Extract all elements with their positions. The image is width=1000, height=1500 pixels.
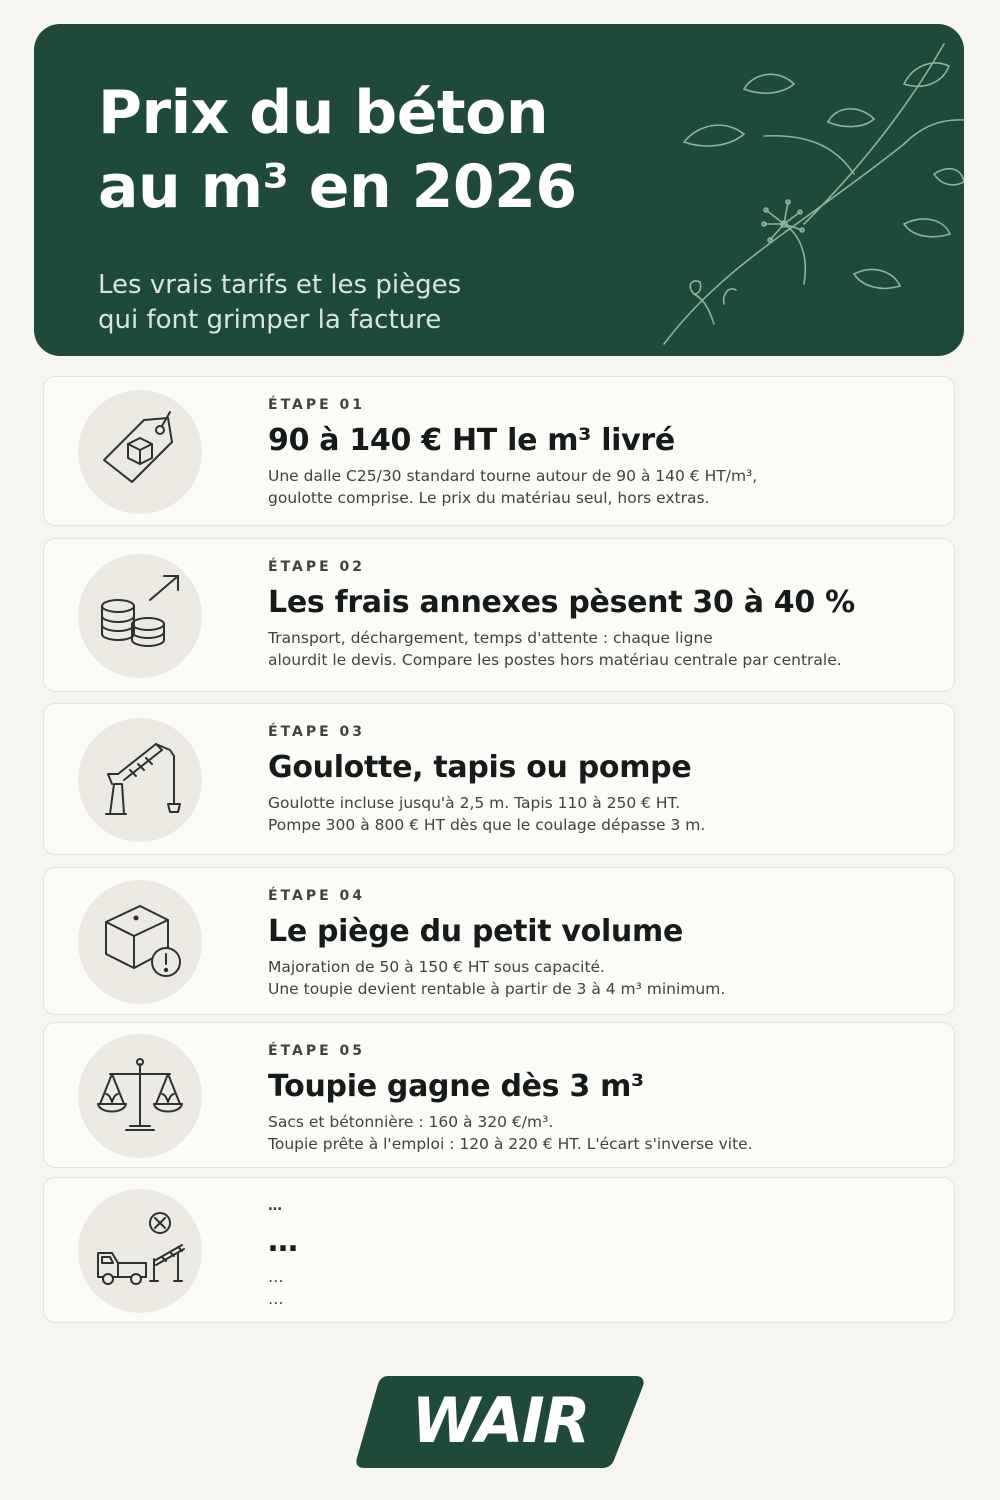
step-icon-circle xyxy=(78,554,202,678)
wair-logo xyxy=(356,1372,644,1470)
step-title: Les frais annexes pèsent 30 à 40 % xyxy=(268,585,855,620)
step-description-line-2: Toupie prête à l'emploi : 120 à 220 € HT. L'écart s'inverse vite. xyxy=(268,1135,753,1153)
step-description xyxy=(268,956,934,1000)
step-description-line-1: Sacs et bétonnière : 160 à 320 €/m³. xyxy=(268,1113,554,1131)
step-label: ÉTAPE 04 xyxy=(268,888,366,904)
step-title: Goulotte, tapis ou pompe xyxy=(268,750,692,785)
step-description xyxy=(268,1111,934,1155)
truck-barrier-icon xyxy=(90,1201,190,1301)
balance-scale-icon xyxy=(90,1046,190,1146)
step-description-line-2: goulotte comprise. Le prix du matériau seul, hors extras. xyxy=(268,489,710,507)
cube-warning-icon xyxy=(90,892,190,992)
step-icon-circle xyxy=(78,1034,202,1158)
step-text xyxy=(268,559,934,671)
step-title: Le piège du petit volume xyxy=(268,914,683,949)
step-description xyxy=(268,465,934,509)
title-line-1: Prix du béton xyxy=(98,78,549,148)
step-text xyxy=(268,724,934,836)
step-label: … xyxy=(268,1198,285,1214)
step-description-line-2: Pompe 300 à 800 € HT dès que le coulage dépasse 3 m. xyxy=(268,816,706,834)
step-label: ÉTAPE 01 xyxy=(268,397,366,413)
step-description-line-2: Une toupie devient rentable à partir de 3 à 4 m³ minimum. xyxy=(268,980,726,998)
step-description-line-1: Majoration de 50 à 150 € HT sous capacité. xyxy=(268,958,605,976)
step-card-01 xyxy=(43,376,955,526)
step-description xyxy=(268,627,934,671)
coins-arrow-up-icon xyxy=(90,566,190,666)
step-text xyxy=(268,1198,934,1310)
step-icon-circle xyxy=(78,390,202,514)
step-card-04 xyxy=(43,867,955,1015)
step-card-03 xyxy=(43,703,955,855)
step-label: ÉTAPE 05 xyxy=(268,1043,366,1059)
step-label: ÉTAPE 03 xyxy=(268,724,366,740)
subtitle-line-1: Les vrais tarifs et les pièges xyxy=(98,270,462,300)
subtitle-line-2: qui font grimper la facture xyxy=(98,305,442,335)
step-description xyxy=(268,1266,934,1310)
page-title xyxy=(98,76,658,224)
step-icon-circle xyxy=(78,880,202,1004)
step-description-line-1: Une dalle C25/30 standard tourne autour de 90 à 140 € HT/m³, xyxy=(268,467,758,485)
logo-text: WAIR xyxy=(411,1384,589,1457)
crane-pump-icon xyxy=(90,730,190,830)
step-icon-circle xyxy=(78,1189,202,1313)
header-banner xyxy=(34,24,964,356)
step-card-06 xyxy=(43,1177,955,1323)
step-description-line-1: … xyxy=(268,1268,284,1286)
step-description-line-2: alourdit le devis. Compare les postes hors matériau centrale par centrale. xyxy=(268,651,842,669)
step-description-line-2: … xyxy=(268,1290,284,1308)
step-title: … xyxy=(268,1224,298,1259)
page-subtitle xyxy=(98,268,618,338)
step-text xyxy=(268,888,934,1000)
step-card-05 xyxy=(43,1022,955,1168)
step-text xyxy=(268,397,934,509)
step-description-line-1: Goulotte incluse jusqu'à 2,5 m. Tapis 110 à 250 € HT. xyxy=(268,794,681,812)
step-icon-circle xyxy=(78,718,202,842)
step-label: ÉTAPE 02 xyxy=(268,559,366,575)
step-text xyxy=(268,1043,934,1155)
step-title: Toupie gagne dès 3 m³ xyxy=(268,1069,644,1104)
title-line-2: au m³ en 2026 xyxy=(98,152,577,222)
price-tag-cube-icon xyxy=(90,402,190,502)
botanical-decoration-icon xyxy=(604,24,964,356)
step-description-line-1: Transport, déchargement, temps d'attente : chaque ligne xyxy=(268,629,713,647)
step-card-02 xyxy=(43,538,955,692)
step-title: 90 à 140 € HT le m³ livré xyxy=(268,423,675,458)
step-description xyxy=(268,792,934,836)
